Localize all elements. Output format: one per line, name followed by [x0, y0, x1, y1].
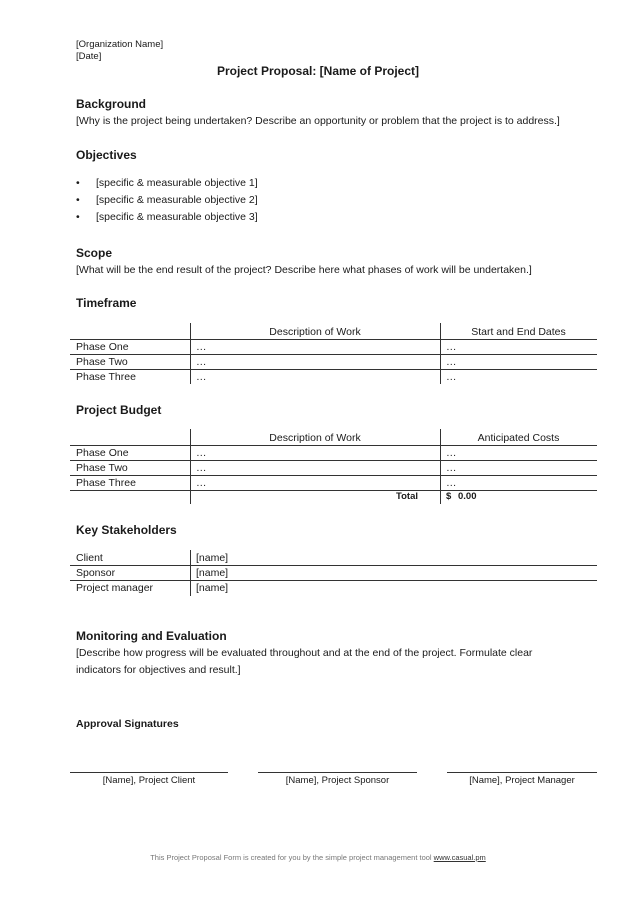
budget-col-costs: Anticipated Costs [477, 432, 560, 444]
budget-row-phase: Phase Three [76, 477, 136, 489]
date: [Date] [76, 51, 102, 62]
timeframe-row-dates: … [446, 356, 457, 368]
monitoring-heading: Monitoring and Evaluation [76, 629, 227, 643]
objectives-heading: Objectives [76, 148, 137, 162]
document-title: Project Proposal: [Name of Project] [216, 64, 420, 78]
objective-item: [specific & measurable objective 1] [96, 177, 258, 189]
timeframe-row-phase: Phase One [76, 341, 129, 353]
signature-line-manager [447, 772, 597, 773]
budget-heading: Project Budget [76, 403, 162, 417]
signature-client-label: [Name], Project Client [102, 775, 196, 786]
timeframe-heading: Timeframe [76, 296, 137, 310]
timeframe-row-description: … [196, 356, 207, 368]
objective-item: [specific & measurable objective 2] [96, 194, 258, 206]
organization-name: [Organization Name] [76, 39, 164, 50]
objective-item: [specific & measurable objective 3] [96, 211, 258, 223]
timeframe-col-dates: Start and End Dates [471, 326, 566, 338]
stakeholder-name: [name] [196, 567, 229, 579]
monitoring-text-line2: indicators for objectives and result.] [76, 664, 241, 676]
signature-line-client [70, 772, 228, 773]
scope-heading: Scope [76, 246, 113, 260]
signatures-heading: Approval Signatures [76, 718, 179, 730]
footer-link[interactable]: www.casual.pm [433, 853, 486, 862]
budget-row-description: … [196, 477, 207, 489]
budget-row-cost: … [446, 462, 457, 474]
signature-manager-label: [Name], Project Manager [469, 775, 575, 786]
stakeholder-role: Project manager [76, 582, 154, 594]
stakeholders-heading: Key Stakeholders [76, 523, 177, 537]
timeframe-row-dates: … [446, 371, 457, 383]
scope-text: [What will be the end result of the project? Describe here what phases of work will be undertaken.] [76, 264, 532, 276]
budget-col-description: Description of Work [269, 432, 361, 444]
budget-row-description: … [196, 447, 207, 459]
stakeholder-role: Sponsor [76, 567, 116, 579]
stakeholder-name: [name] [196, 582, 229, 594]
signature-line-sponsor [258, 772, 417, 773]
budget-total-label: Total [396, 491, 418, 502]
timeframe-row-dates: … [446, 341, 457, 353]
timeframe-row-description: … [196, 341, 207, 353]
background-text: [Why is the project being undertaken? Describe an opportunity or problem that the project is to address.] [76, 115, 560, 127]
signature-sponsor-label: [Name], Project Sponsor [285, 775, 390, 786]
budget-row-phase: Phase Two [76, 462, 128, 474]
budget-row-cost: … [446, 477, 457, 489]
bullet-icon: • [76, 194, 80, 206]
budget-row-cost: … [446, 447, 457, 459]
background-heading: Background [76, 97, 147, 111]
timeframe-row-description: … [196, 371, 207, 383]
budget-total-currency: $ [446, 491, 452, 502]
timeframe-row-phase: Phase Two [76, 356, 128, 368]
timeframe-row-phase: Phase Three [76, 371, 136, 383]
budget-total-value: 0.00 [458, 491, 477, 502]
monitoring-text-line1: [Describe how progress will be evaluated throughout and at the end of the project. Formulate clear [76, 647, 533, 659]
stakeholder-role: Client [76, 552, 103, 564]
budget-row-description: … [196, 462, 207, 474]
footer [0, 853, 636, 862]
stakeholder-name: [name] [196, 552, 229, 564]
budget-row-phase: Phase One [76, 447, 129, 459]
timeframe-col-description: Description of Work [269, 326, 361, 338]
bullet-icon: • [76, 211, 80, 223]
footer-text: This Project Proposal Form is created for you by the simple project management tool [150, 853, 434, 862]
bullet-icon: • [76, 177, 80, 189]
